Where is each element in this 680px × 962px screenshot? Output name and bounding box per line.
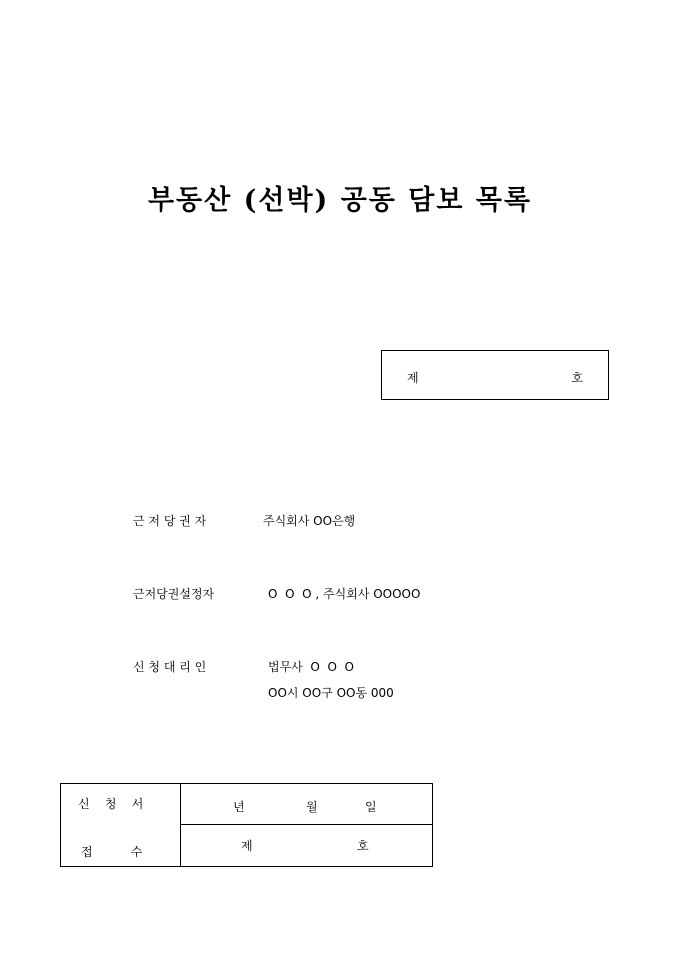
mortgagee-label: 근 저 당 권 자 (133, 514, 207, 528)
document-title: 부동산 (선박) 공동 담보 목록 (147, 185, 533, 216)
date-day-label: 일 (365, 800, 377, 814)
mortgagor-value: O O O , 주식회사 OOOOO (268, 587, 421, 601)
receipt-table (60, 783, 433, 867)
agent-address: OO시 OO구 OO동 000 (268, 686, 394, 700)
receipt-horizontal-divider (181, 824, 433, 825)
mortgagor-label: 근저당권설정자 (133, 587, 215, 601)
receipt-vertical-divider (180, 784, 181, 866)
receipt-je-label: 제 (241, 839, 253, 853)
agent-name: 법무사 O O O (268, 660, 354, 674)
date-month-label: 월 (306, 800, 318, 814)
mortgagee-value: 주식회사 OO은행 (263, 514, 356, 528)
document-number-box (381, 350, 609, 400)
receipt-label: 접 수 (81, 845, 143, 859)
date-year-label: 년 (233, 800, 245, 814)
agent-label: 신 청 대 리 인 (133, 660, 207, 674)
application-label: 신 청 서 (78, 797, 144, 811)
number-ho-label: 호 (571, 371, 583, 385)
receipt-ho-label: 호 (357, 839, 369, 853)
number-je-label: 제 (407, 371, 419, 385)
